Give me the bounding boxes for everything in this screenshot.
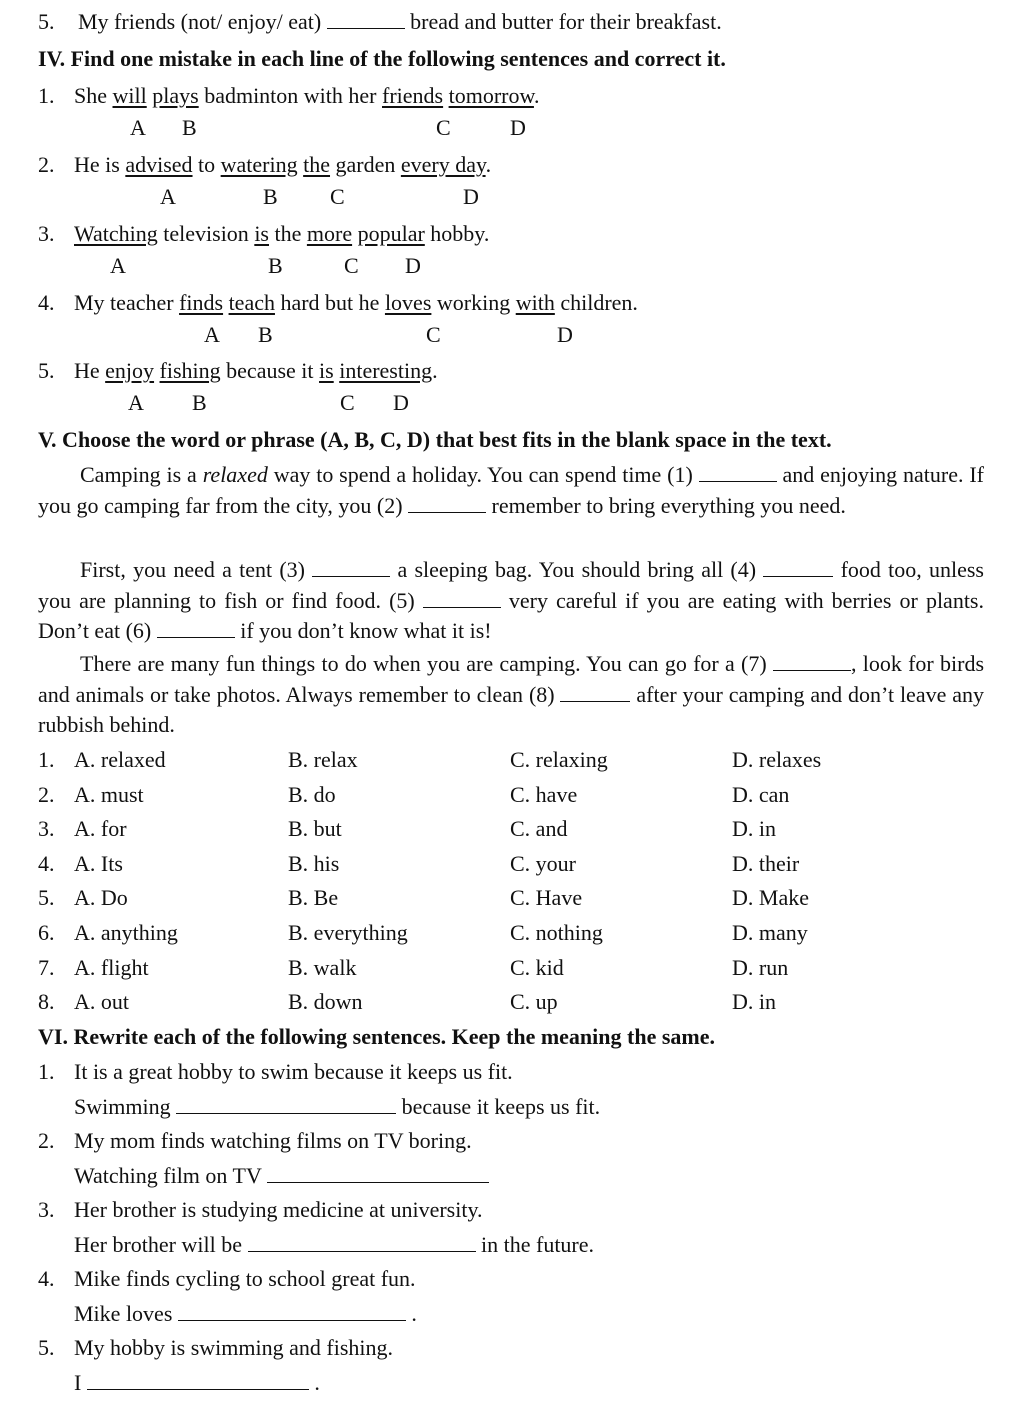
sentence-start: I xyxy=(74,1370,82,1395)
question-number: 2. xyxy=(38,781,55,807)
question-number: 1. xyxy=(38,747,55,772)
option-a[interactable]: A. anything xyxy=(74,920,178,945)
gap-8[interactable] xyxy=(560,683,630,702)
option-b[interactable]: B. down xyxy=(288,989,363,1015)
item-number: 2. xyxy=(38,1128,55,1153)
option-d[interactable]: D. in xyxy=(732,989,776,1015)
gap-3[interactable] xyxy=(312,558,390,577)
question-number: 3. xyxy=(38,816,55,842)
answer-blank[interactable] xyxy=(327,10,405,29)
option-b[interactable]: B. do xyxy=(288,781,336,807)
underlined-option-word[interactable]: advised xyxy=(125,152,193,177)
underlined-option-word[interactable]: plays xyxy=(152,83,199,108)
item-number: 5. xyxy=(38,358,55,383)
answer-blank[interactable] xyxy=(87,1371,309,1390)
option-d[interactable]: D. Make xyxy=(732,885,809,911)
mistake-sentence xyxy=(74,355,438,387)
option-letter[interactable]: A xyxy=(160,184,176,209)
sentence-end: in the future. xyxy=(481,1232,595,1257)
underlined-option-word[interactable]: with xyxy=(515,290,555,315)
gap-7[interactable] xyxy=(773,652,851,671)
underlined-option-word[interactable]: Watching xyxy=(74,221,158,246)
sentence-text: . xyxy=(485,152,492,177)
option-letter[interactable]: C xyxy=(436,115,451,140)
item-number: 1. xyxy=(38,83,55,108)
question-number: 5. xyxy=(38,885,55,911)
underlined-option-word[interactable]: friends xyxy=(382,83,444,108)
item-number: 4. xyxy=(38,1266,55,1291)
option-letter[interactable]: D xyxy=(405,253,421,278)
sentence-text: He xyxy=(74,358,106,383)
underlined-option-word[interactable]: enjoy xyxy=(105,358,155,383)
option-c[interactable]: C. have xyxy=(510,781,578,807)
sentence-text: My teacher xyxy=(74,290,180,315)
option-letter[interactable]: B xyxy=(258,322,273,347)
underlined-option-word[interactable]: loves xyxy=(384,290,432,315)
question-number: 6. xyxy=(38,920,55,945)
sentence-text: the xyxy=(269,221,307,246)
option-letter[interactable]: A xyxy=(130,115,146,140)
option-c[interactable]: C. your xyxy=(510,850,576,876)
sentence-text: hobby. xyxy=(424,221,490,246)
underlined-option-word[interactable]: the xyxy=(303,152,331,177)
option-d[interactable]: D. in xyxy=(732,816,776,842)
option-letter[interactable]: C xyxy=(344,253,359,278)
option-c[interactable]: C. Have xyxy=(510,885,583,911)
option-letter[interactable]: C xyxy=(340,390,355,415)
answer-blank[interactable] xyxy=(267,1164,489,1183)
question-number: 8. xyxy=(38,989,55,1015)
question-number: 7. xyxy=(38,954,55,980)
underlined-option-word[interactable]: every day xyxy=(400,152,486,177)
item-number: 3. xyxy=(38,1197,55,1222)
underlined-option-word[interactable]: watering xyxy=(220,152,298,177)
option-b[interactable]: B. his xyxy=(288,850,340,876)
sentence-text: working xyxy=(431,290,516,315)
option-letter[interactable]: C xyxy=(330,184,345,209)
item-number: 3. xyxy=(38,221,55,246)
original-sentence: It is a great hobby to swim because it keeps us fit. xyxy=(74,1059,513,1084)
mistake-sentence xyxy=(74,149,491,181)
original-sentence: My mom finds watching films on TV boring. xyxy=(74,1128,472,1153)
rewrite-answer-line xyxy=(74,1367,320,1399)
option-d[interactable]: D. run xyxy=(732,954,789,980)
option-a[interactable]: A. flight xyxy=(74,954,149,980)
option-d[interactable]: D. many xyxy=(732,920,808,945)
option-letter[interactable]: D xyxy=(557,322,573,347)
question-number: 4. xyxy=(38,850,55,876)
option-letter[interactable]: D xyxy=(463,184,479,209)
option-c[interactable]: C. nothing xyxy=(510,920,603,945)
option-d[interactable]: D. can xyxy=(732,781,790,807)
sentence-text: television xyxy=(157,221,255,246)
answer-blank[interactable] xyxy=(176,1095,396,1114)
underlined-option-word[interactable]: will xyxy=(112,83,147,108)
option-c[interactable]: C. and xyxy=(510,816,568,842)
section-4-title: IV. Find one mistake in each line of the following sentences and correct it. xyxy=(38,46,726,71)
section-5-title: V. Choose the word or phrase (A, B, C, D) that best fits in the blank space in the text. xyxy=(38,427,832,452)
gap-1[interactable] xyxy=(699,463,777,482)
mistake-sentence xyxy=(74,80,539,112)
gap-6[interactable] xyxy=(157,619,235,638)
sentence-start: Her brother will be xyxy=(74,1232,242,1257)
underlined-option-word[interactable]: popular xyxy=(357,221,425,246)
option-letter[interactable]: B xyxy=(182,115,197,140)
sentence-text: children. xyxy=(554,290,638,315)
option-c[interactable]: C. up xyxy=(510,989,558,1015)
underlined-option-word[interactable]: finds xyxy=(179,290,224,315)
option-letter[interactable]: C xyxy=(426,322,441,347)
item-number: 5. xyxy=(38,9,55,34)
underlined-option-word[interactable]: interesting xyxy=(339,358,433,383)
sentence-text: . xyxy=(432,358,438,383)
underlined-option-word[interactable]: is xyxy=(254,221,269,246)
option-b[interactable]: B. relax xyxy=(288,747,358,772)
sentence-text: badminton with her xyxy=(198,83,382,108)
underlined-option-word[interactable]: teach xyxy=(228,290,275,315)
option-a[interactable]: A. must xyxy=(74,781,144,807)
option-d[interactable]: D. relaxes xyxy=(732,747,822,772)
mistake-sentence xyxy=(74,287,638,319)
option-a[interactable]: A. Its xyxy=(74,850,123,876)
rewrite-answer-line xyxy=(74,1229,594,1261)
sentence-text: garden xyxy=(330,152,401,177)
item-number: 2. xyxy=(38,152,55,177)
sentence-end: . xyxy=(314,1370,320,1395)
section-6-title: VI. Rewrite each of the following sentences. Keep the meaning the same. xyxy=(38,1024,715,1049)
sentence-end: . xyxy=(411,1301,417,1326)
option-a[interactable]: A. relaxed xyxy=(74,747,166,772)
passage-paragraph-2: First, you need a tent (3) a sleeping bag. You should bring all (4) food too, unless you are planning to fish or find food. (5) very careful if you are eating with berries or plants. Don’t eat (6) if you don’t know what it is! xyxy=(38,557,984,643)
sentence-start: Swimming xyxy=(74,1094,171,1119)
original-sentence: My hobby is swimming and fishing. xyxy=(74,1335,394,1360)
option-a[interactable]: A. for xyxy=(74,816,127,842)
sentence-start: Mike loves xyxy=(74,1301,173,1326)
underlined-option-word[interactable]: more xyxy=(306,221,353,246)
sentence-text: She xyxy=(74,83,113,108)
option-letter[interactable]: B xyxy=(263,184,278,209)
sentence-text: hard but he xyxy=(274,290,385,315)
underlined-option-word[interactable]: is xyxy=(319,358,334,383)
underlined-option-word[interactable]: tomorrow xyxy=(448,83,534,108)
top-item-text: My friends (not/ enjoy/ eat) bread and butter for their breakfast. xyxy=(78,9,722,34)
sentence-text: because it xyxy=(220,358,320,383)
gap-2[interactable] xyxy=(408,494,486,513)
option-letter[interactable]: A xyxy=(110,253,126,278)
option-b[interactable]: B. everything xyxy=(288,920,408,945)
option-letter[interactable]: D xyxy=(393,390,409,415)
rewrite-answer-line xyxy=(74,1160,489,1192)
option-letter[interactable]: A xyxy=(128,390,144,415)
sentence-text: He is xyxy=(74,152,126,177)
passage-paragraph-3: There are many fun things to do when you are camping. You can go for a (7) , look for birds and animals or take photos. Always remember to clean (8) after your camping and don’t leave any rubbish behind. xyxy=(38,651,985,737)
option-c[interactable]: C. kid xyxy=(510,954,564,980)
item-number: 1. xyxy=(38,1059,55,1084)
option-b[interactable]: B. but xyxy=(288,816,342,842)
sentence-text: . xyxy=(533,83,540,108)
option-c[interactable]: C. relaxing xyxy=(510,747,608,772)
option-b[interactable]: B. walk xyxy=(288,954,357,980)
underlined-option-word[interactable]: fishing xyxy=(159,358,221,383)
rewrite-answer-line xyxy=(74,1298,417,1330)
sentence-text: to xyxy=(192,152,221,177)
option-letter[interactable]: D xyxy=(510,115,526,140)
passage-paragraph-1: Camping is a relaxed way to spend a holiday. You can spend time (1) and enjoying nature. If you go camping far from the city, you (2) remember to bring everything you need. xyxy=(38,462,984,518)
item-number: 5. xyxy=(38,1335,55,1360)
option-letter[interactable]: B xyxy=(268,253,283,278)
option-d[interactable]: D. their xyxy=(732,850,800,876)
rewrite-answer-line xyxy=(74,1091,600,1123)
gap-4[interactable] xyxy=(763,558,833,577)
sentence-end: because it keeps us fit. xyxy=(401,1094,601,1119)
option-b[interactable]: B. Be xyxy=(288,885,339,911)
sentence-start: Watching film on TV xyxy=(74,1163,262,1188)
original-sentence: Her brother is studying medicine at university. xyxy=(74,1197,483,1222)
gap-5[interactable] xyxy=(423,589,501,608)
answer-blank[interactable] xyxy=(248,1233,476,1252)
answer-blank[interactable] xyxy=(178,1302,406,1321)
option-a[interactable]: A. out xyxy=(74,989,129,1015)
option-letter[interactable]: A xyxy=(204,322,220,347)
original-sentence: Mike finds cycling to school great fun. xyxy=(74,1266,416,1291)
item-number: 4. xyxy=(38,290,55,315)
option-a[interactable]: A. Do xyxy=(74,885,128,911)
option-letter[interactable]: B xyxy=(192,390,207,415)
mistake-sentence xyxy=(74,218,489,250)
